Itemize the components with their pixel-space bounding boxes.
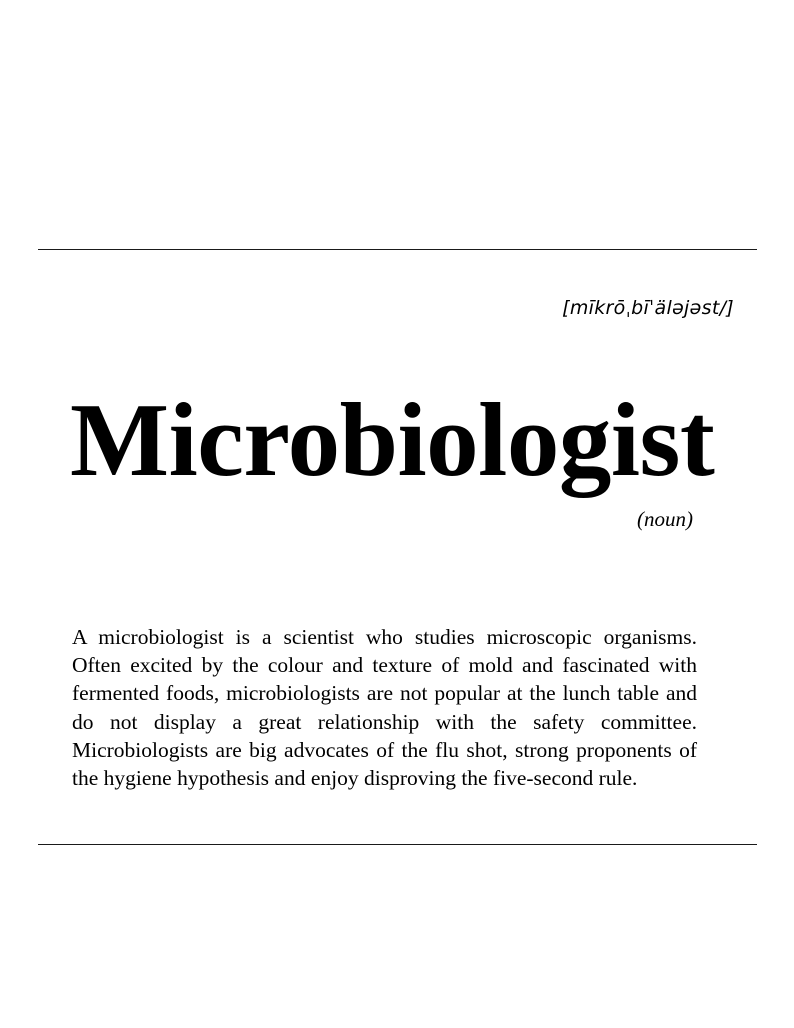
bottom-divider [38,844,757,845]
top-divider [38,249,757,250]
headword-title: Microbiologist [70,381,715,498]
definition-text: A microbiologist is a scientist who studies microscopic organisms. Often excited by the colour and texture of mold and fascinated with fermented foods, microbiologists are not popular at the lunch table and do not display a great relationship with the safety committee. Microbiologists are big advocates of the flu shot, strong proponents of the hygiene hypothesis and enjoy disproving the five-second rule. [72,625,697,791]
pronunciation: [mīkrōˌbīˈäləjəst/] [562,297,734,319]
part-of-speech: (noun) [637,507,693,531]
